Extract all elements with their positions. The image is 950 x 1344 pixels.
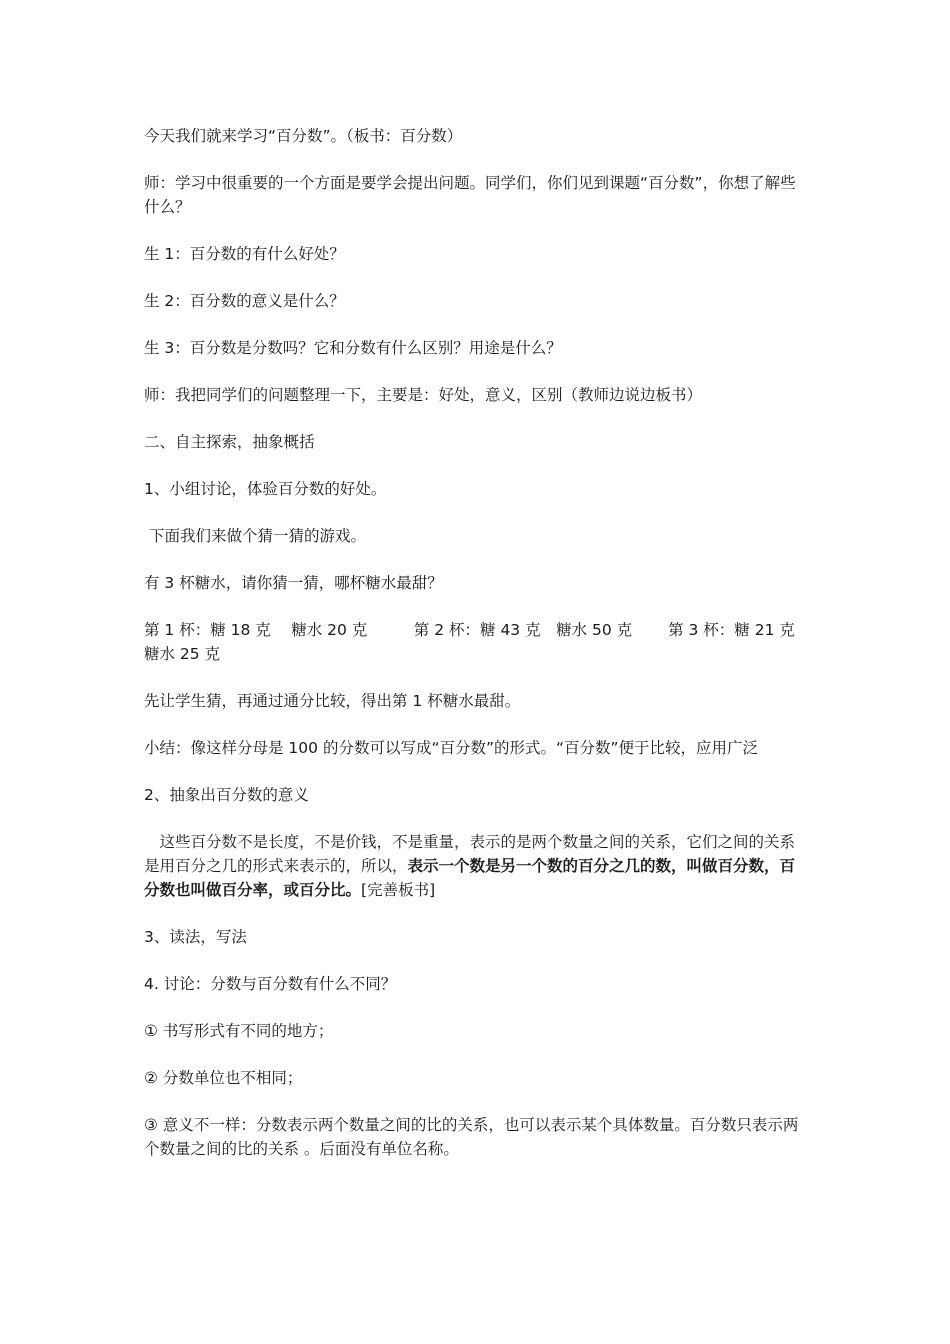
paragraph-meaning	[144, 830, 810, 902]
subheading-4: 4. 讨论：分数与百分数有什么不同？	[144, 975, 397, 993]
meaning-text: 这些百分数不是长度，不是价钱，不是重量，表示的是两个数量之间的关系，它们之间的关系是用百分之几的形式来表示的，所以，	[144, 833, 796, 875]
paragraph-compare: 先让学生猜，再通过通分比较，得出第 1 杯糖水最甜。	[144, 692, 521, 710]
paragraph-three-cups: 有 3 杯糖水，请你猜一猜，哪杯糖水最甜？	[144, 574, 443, 592]
paragraph-teacher-summary: 师：我把同学们的问题整理一下，主要是：好处，意义，区别（教师边说边板书）	[144, 386, 703, 404]
subheading-2: 2、抽象出百分数的意义	[144, 786, 309, 804]
paragraph-student-2: 生 2：百分数的意义是什么？	[144, 292, 345, 310]
definition-text: 表示一个数是另一个数的百分之几的数，叫做百分数，百分数也叫做百分率，或百分比。	[144, 857, 796, 899]
paragraph-cup-values: 第 1 杯：糖 18 克 糖水 20 克 第 2 杯：糖 43 克 糖水 50 克 第 3 杯：糖 21 克 糖水 25 克	[144, 621, 811, 663]
point-3: ③ 意义不一样：分数表示两个数量之间的比的关系，也可以表示某个具体数量。百分数只表示两个数量之间的比的关系 。后面没有单位名称。	[144, 1116, 799, 1158]
subheading-1: 1、小组讨论，体验百分数的好处。	[144, 480, 387, 498]
point-1: ① 书写形式有不同的地方；	[144, 1022, 334, 1040]
board-note: [完善板书]	[361, 881, 436, 899]
paragraph-summary: 小结：像这样分母是 100 的分数可以写成“百分数”的形式。“百分数”便于比较，应用广泛	[144, 739, 759, 757]
subheading-3: 3、读法，写法	[144, 928, 247, 946]
document-page	[144, 124, 810, 1184]
paragraph-teacher-question: 师：学习中很重要的一个方面是要学会提出问题。同学们，你们见到课题“百分数”，你想了解些什么？	[144, 174, 796, 216]
point-2: ② 分数单位也不相同；	[144, 1069, 303, 1087]
paragraph-student-3: 生 3：百分数是分数吗？它和分数有什么区别？用途是什么？	[144, 339, 562, 357]
paragraph-game: 下面我们来做个猜一猜的游戏。	[144, 527, 366, 545]
paragraph-intro: 今天我们就来学习“百分数”。（板书：百分数）	[144, 127, 463, 145]
paragraph-student-1: 生 1：百分数的有什么好处？	[144, 245, 345, 263]
section-heading-2: 二、自主探索，抽象概括	[144, 433, 315, 451]
